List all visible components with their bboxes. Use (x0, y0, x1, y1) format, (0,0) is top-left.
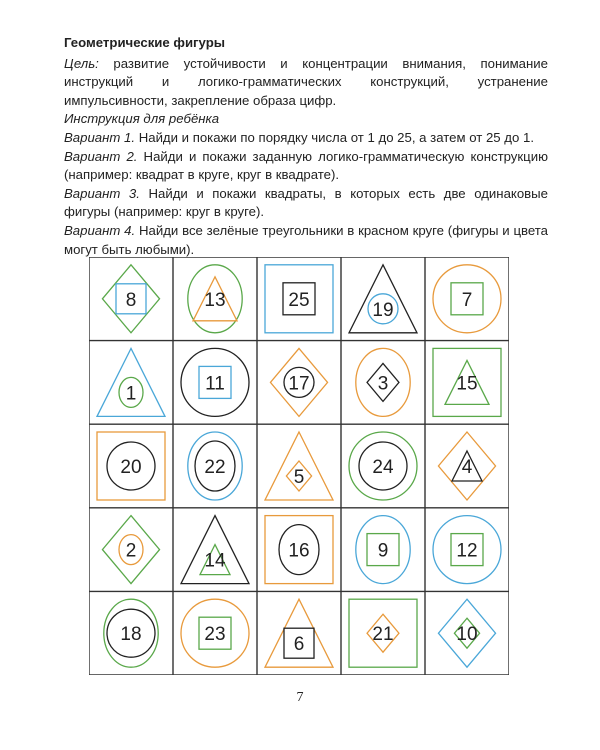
variant-label: Вариант 4. (64, 222, 136, 238)
grid-cell (356, 516, 410, 584)
cell-number: 14 (204, 550, 226, 572)
variant-1 (64, 129, 548, 148)
grid-cell (349, 265, 417, 333)
variant-4 (64, 222, 548, 259)
grid-cell (181, 599, 249, 667)
grid-cell (349, 432, 417, 500)
variant-text: Найди все зелёные треугольники в красном круге (фигуры и цвета могут быть любыми). (64, 222, 548, 257)
outer-triangle-shape (349, 265, 417, 333)
shape-grid-svg (89, 257, 509, 675)
outer-triangle-shape (181, 516, 249, 584)
grid-cell (433, 348, 501, 416)
goal-paragraph (64, 55, 548, 111)
grid-cell (265, 265, 333, 333)
variant-3 (64, 185, 548, 222)
variant-text: Найди и покажи квадраты, в которых есть две одинаковые фигуры (например: круг в круге). (64, 185, 548, 220)
cell-number: 4 (461, 457, 473, 478)
grid-cell (433, 265, 501, 333)
cell-number: 8 (125, 289, 137, 311)
grid-cell (349, 599, 417, 667)
grid-cell (181, 348, 249, 416)
instruction-heading: Инструкция для ребёнка (64, 111, 220, 127)
cell-number: 25 (288, 289, 310, 311)
grid-cell (102, 516, 159, 584)
cell-number: 1 (125, 383, 137, 405)
grid-cell (265, 516, 333, 584)
cell-number: 7 (461, 289, 473, 311)
cell-number: 22 (204, 457, 226, 478)
outer-triangle-shape (97, 348, 165, 416)
grid-cell (188, 265, 242, 333)
grid-cell (97, 348, 165, 416)
grid-cell (102, 265, 159, 333)
cell-number: 2 (125, 540, 137, 562)
outer-triangle-shape (265, 432, 333, 500)
cell-number: 10 (456, 624, 478, 646)
cell-number: 20 (120, 457, 142, 478)
cell-number: 16 (288, 540, 310, 562)
cell-number: 18 (120, 624, 142, 646)
grid-cell (265, 599, 333, 667)
variant-label: Вариант 3. (64, 185, 140, 201)
cell-number: 15 (456, 373, 478, 395)
cell-number: 24 (372, 457, 394, 478)
shape-grid (89, 257, 509, 675)
section-title: Геометрические фигуры (64, 35, 226, 50)
cell-number: 5 (293, 467, 305, 488)
grid-cell (265, 432, 333, 500)
cell-number: 9 (377, 540, 389, 562)
cell-number: 19 (372, 299, 394, 321)
cell-number: 13 (204, 289, 226, 311)
outer-triangle-shape (265, 599, 333, 667)
grid-cell (104, 599, 158, 667)
cell-number: 12 (456, 540, 478, 562)
grid-cell (270, 348, 327, 416)
cell-number: 11 (205, 373, 225, 395)
goal-label: Цель: (64, 55, 99, 71)
grid-cell (181, 516, 249, 584)
goal-text: развитие устойчивости и концентрации внимания, понимание инструкций и логико-грамматических конструкций, устранение импульсивности, закрепление образа цифр. (64, 55, 548, 108)
task-text (64, 34, 548, 259)
grid-cell (433, 516, 501, 584)
cell-number: 17 (288, 373, 310, 395)
grid-cell (188, 432, 242, 500)
grid-cell (97, 432, 165, 500)
cell-number: 21 (372, 624, 394, 646)
variant-text: Найди и покажи заданную логико-грамматическую конструкцию (например: квадрат в круге, круг в квадрате). (64, 148, 548, 183)
variant-2 (64, 148, 548, 185)
variant-label: Вариант 2. (64, 148, 138, 164)
cell-number: 3 (377, 373, 389, 395)
page-number: 7 (296, 690, 304, 705)
grid-cell (356, 348, 410, 416)
variant-text: Найди и покажи по порядку числа от 1 до 25, а затем от 25 до 1. (135, 129, 535, 145)
variant-label: Вариант 1. (64, 129, 136, 145)
grid-cell (438, 432, 495, 500)
cell-number: 6 (293, 634, 305, 656)
grid-cell (438, 599, 495, 667)
cell-number: 23 (204, 624, 226, 646)
